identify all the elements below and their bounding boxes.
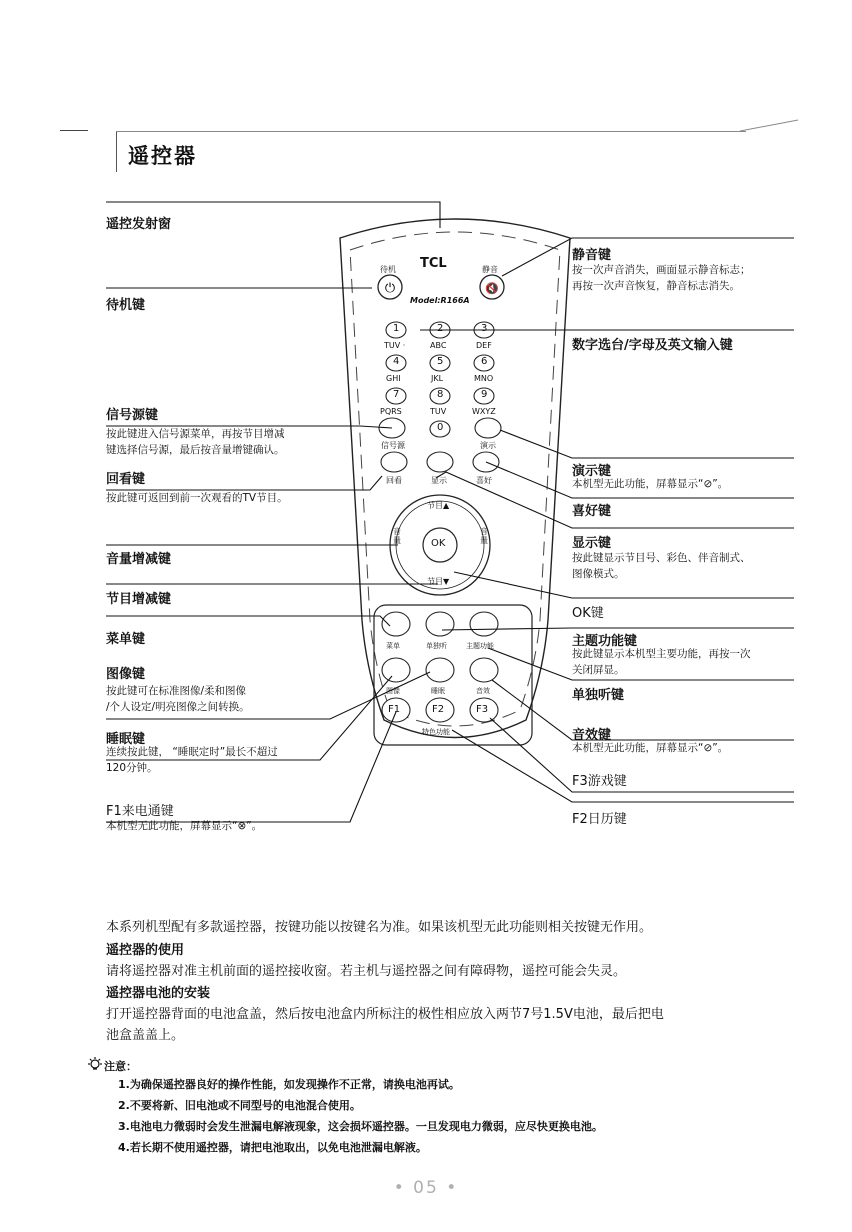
callout-volume: 音量增减键 [106,552,172,567]
theme-key-label: 主题功能 [466,642,494,650]
intro-text: 本系列机型配有多款遥控器，按键功能以按键名为准。如果该机型无此功能则相关按键无作用。 [106,920,653,935]
callout-demo-desc: 本机型无此功能，屏幕显示“⊘”。 [572,478,729,490]
callout-theme-desc-1: 按此键显示本机型主要功能，再按一次 [572,648,751,660]
demo-key-label: 演示 [480,441,496,450]
num-key-0[interactable]: 0 [437,422,444,433]
sleep-key-label: 睡眠 [431,687,445,695]
svg-text:🔇: 🔇 [485,282,499,295]
callout-f1: F1来电通键 [106,804,174,819]
num-key-7[interactable]: 7 [393,389,400,400]
num-sub-7: PQRS [380,407,402,416]
callout-sleep-desc-2: 120分钟。 [106,762,158,774]
callout-standby: 待机键 [106,298,146,313]
vol-minus-key[interactable]: 音量 [393,527,401,545]
callout-demo: 演示键 [572,464,612,479]
callout-f1-desc: 本机型无此功能，屏幕显示“⊗”。 [106,820,263,832]
callout-ir-window: 遥控发射窗 [106,217,172,232]
num-sub-9: WXYZ [472,407,496,416]
num-sub-6: MNO [474,374,494,383]
note-item-2: 2.不要将新、旧电池或不同型号的电池混合使用。 [118,1099,361,1112]
svg-text:⏻: ⏻ [384,281,396,296]
callout-mute-desc-1: 按一次声音消失，画面显示静音标志； [572,264,751,276]
num-key-9[interactable]: 9 [481,389,488,400]
solo-key-label: 单独听 [426,642,447,650]
recall-key-label: 回看 [386,476,402,485]
remote-model: Model:R166A [410,296,470,305]
callout-sleep-desc-1: 连续按此键， “睡眠定时”最长不超过 [106,746,278,758]
battery-heading: 遥控器电池的安装 [106,986,211,1001]
mute-key-label: 静音 [482,265,498,274]
f1-key[interactable]: F1 [388,704,401,715]
prog-down-key[interactable]: 节目▼ [427,577,450,586]
num-key-4[interactable]: 4 [393,356,400,367]
num-key-5[interactable]: 5 [437,356,444,367]
sound-key-label: 音效 [476,687,490,695]
note-item-1: 1.为确保遥控器良好的操作性能，如发现操作不正常，请换电池再试。 [118,1078,460,1091]
callout-picture-desc-1: 按此键可在标准图像/柔和图像 [106,685,247,697]
callout-favorite: 喜好键 [572,504,612,519]
callout-sound-desc: 本机型无此功能，屏幕显示“⊘”。 [572,742,729,754]
section-title: 遥控器 [128,144,197,168]
picture-key-label: 图像 [386,687,400,695]
callout-mute: 静音键 [572,248,612,263]
callout-f2: F2日历键 [572,812,627,827]
f3-key[interactable]: F3 [476,704,489,715]
callout-sound: 音效键 [572,728,612,743]
num-key-8[interactable]: 8 [437,389,444,400]
remote-brand: TCL [420,256,447,271]
num-key-1[interactable]: 1 [393,323,400,334]
callout-recall-desc: 按此键可返回到前一次观看的TV节目。 [106,492,288,504]
note-item-3: 3.电池电力微弱时会发生泄漏电解液现象，这会损坏遥控器。一旦发现电力微弱，应尽快更换电池。 [118,1120,603,1133]
callout-display-desc-2: 图像模式。 [572,568,625,580]
callout-f3: F3游戏键 [572,774,627,789]
callout-ok: OK键 [572,606,604,621]
callout-mute-desc-2: 再按一次声音恢复，静音标志消失。 [572,280,740,292]
num-key-6[interactable]: 6 [481,356,488,367]
callout-source: 信号源键 [106,408,159,423]
callout-theme: 主题功能键 [572,634,638,649]
battery-text-2: 池盒盖盖上。 [106,1028,185,1043]
callout-numeric: 数字选台/字母及英文输入键 [572,338,733,353]
lightbulb-icon [86,1056,104,1074]
callout-display: 显示键 [572,536,612,551]
battery-text-1: 打开遥控器背面的电池盒盖，然后按电池盒内所标注的极性相应放入两节7号1.5V电池，最后把电 [106,1007,664,1022]
callout-source-desc-1: 按此键进入信号源菜单，再按节目增减 [106,428,285,440]
callout-menu: 菜单键 [106,632,146,647]
prog-up-key[interactable]: 节目▲ [427,501,450,510]
callout-picture: 图像键 [106,667,146,682]
callout-display-desc-1: 按此键显示节目号、彩色、伴音制式、 [572,552,751,564]
page-number: • 05 • [393,1178,459,1198]
note-item-4: 4.若长期不使用遥控器，请把电池取出，以免电池泄漏电解液。 [118,1141,427,1154]
callout-sleep: 睡眠键 [106,732,146,747]
vol-plus-key[interactable]: 音量 [480,527,488,545]
num-key-3[interactable]: 3 [481,323,488,334]
display-key-label: 显示 [431,476,447,485]
usage-heading: 遥控器的使用 [106,943,185,958]
num-sub-2: ABC [430,341,447,350]
callout-picture-desc-2: /个人设定/明亮图像之间转换。 [106,701,250,713]
num-sub-4: GHI [386,374,401,383]
notes-heading: 注意： [104,1060,137,1073]
num-sub-3: DEF [476,341,492,350]
menu-key-label: 菜单 [386,642,400,650]
favorite-key-label: 喜好 [476,476,492,485]
usage-text: 请将遥控器对准主机前面的遥控接收窗。若主机与遥控器之间有障碍物，遥控可能会失灵。 [106,964,627,979]
callout-program: 节目增减键 [106,592,172,607]
num-sub-8: TUV [430,407,447,416]
num-key-2[interactable]: 2 [437,323,444,334]
callout-source-desc-2: 键选择信号源，最后按音量增键确认。 [106,444,285,456]
callout-solo: 单独听键 [572,688,625,703]
special-function-label: 特色功能 [422,728,450,736]
source-key-label: 信号源 [381,441,405,450]
num-sub-5: JKL [431,374,444,383]
callout-theme-desc-2: 关闭屏显。 [572,664,625,676]
callout-recall: 回看键 [106,472,146,487]
num-sub-1: TUV · [384,341,406,350]
ok-key[interactable]: OK [431,538,446,549]
f2-key[interactable]: F2 [432,704,445,715]
power-key-label: 待机 [380,265,396,274]
